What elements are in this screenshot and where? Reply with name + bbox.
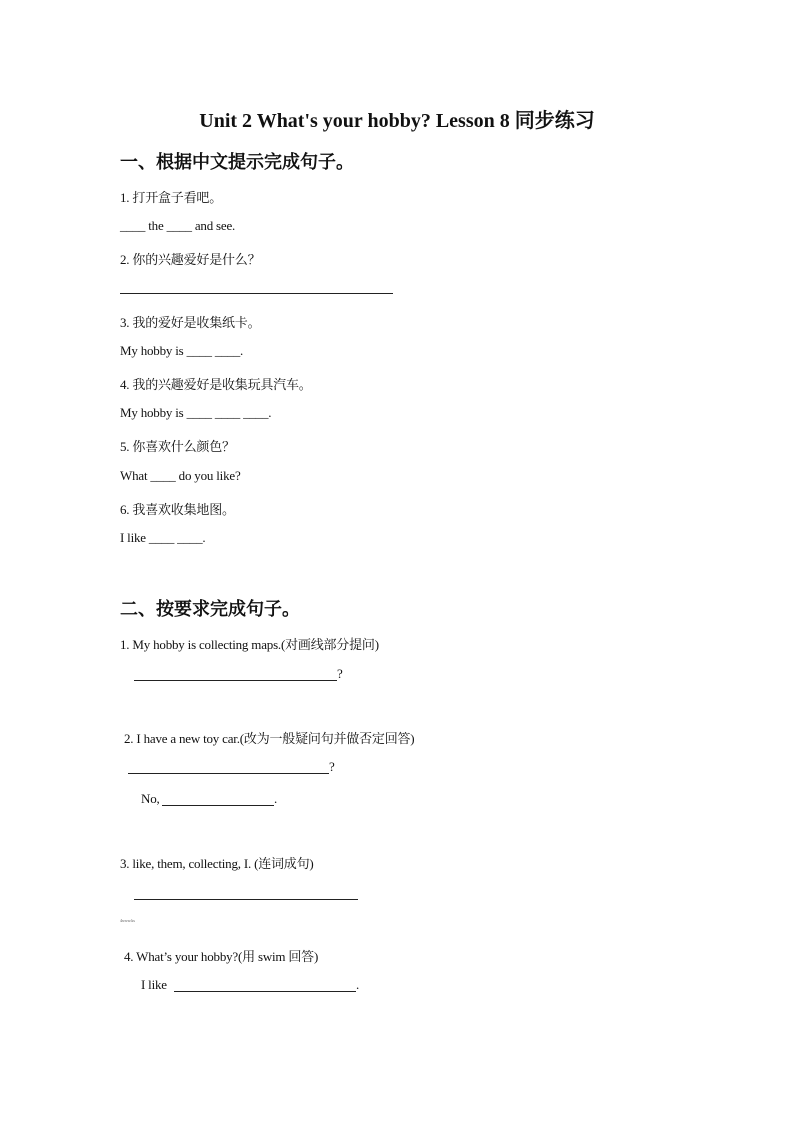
s2-q2-no-answer-line: [162, 805, 274, 806]
s2-q2-answer-line: [128, 773, 329, 774]
s2-q4-answer-line: [174, 991, 356, 992]
section-2-heading: 二、按要求完成句子。: [120, 599, 300, 619]
s2-q1-question-mark: ?: [337, 666, 343, 681]
s2-q4-answer-prefix: I like: [141, 977, 167, 992]
s1-q6-prompt: 6. 我喜欢收集地图。: [120, 502, 235, 517]
s1-q2-answer-line: [120, 293, 393, 294]
s2-q4-prompt: 4. What’s your hobby?(用 swim 回答): [124, 949, 319, 964]
s1-q5-prompt: 5. 你喜欢什么颜色？: [120, 439, 235, 454]
s2-q1-prompt: 1. My hobby is collecting maps.(对画线部分提问): [120, 637, 379, 652]
s2-q3-answer-line: [134, 899, 358, 900]
s1-q1-answer: ____ the ____ and see.: [120, 218, 236, 233]
page-title: Unit 2 What's your hobby? Lesson 8 同步练习: [199, 110, 595, 132]
s1-q3-prompt: 3. 我的爱好是收集纸卡。: [120, 315, 261, 330]
s2-q2-no-prefix: No,: [141, 791, 160, 806]
s1-q5-answer: What ____ do you like?: [120, 468, 241, 483]
s1-q6-answer: I like ____ ____.: [120, 530, 206, 545]
s2-q2-prompt: 2. I have a new toy car.(改为一般疑问句并做否定回答): [124, 731, 415, 746]
s2-q1-answer-line: [134, 680, 337, 681]
s2-q2-question-mark: ?: [329, 759, 335, 774]
s2-q4-period: .: [356, 977, 360, 992]
section-1-heading: 一、根据中文提示完成句子。: [120, 152, 354, 172]
s2-q2-period: .: [274, 791, 278, 806]
s1-q4-answer: My hobby is ____ ____ ____.: [120, 405, 272, 420]
s1-q4-prompt: 4. 我的兴趣爱好是收集玩具汽车。: [120, 377, 312, 392]
s1-q3-answer: My hobby is ____ ____.: [120, 343, 244, 358]
watermark-mark: 4www.ks: [120, 918, 135, 923]
s1-q2-prompt: 2. 你的兴趣爱好是什么？: [120, 252, 261, 267]
s2-q3-prompt: 3. like, them, collecting, I. (连词成句): [120, 856, 314, 871]
s1-q1-prompt: 1. 打开盒子看吧。: [120, 190, 223, 205]
